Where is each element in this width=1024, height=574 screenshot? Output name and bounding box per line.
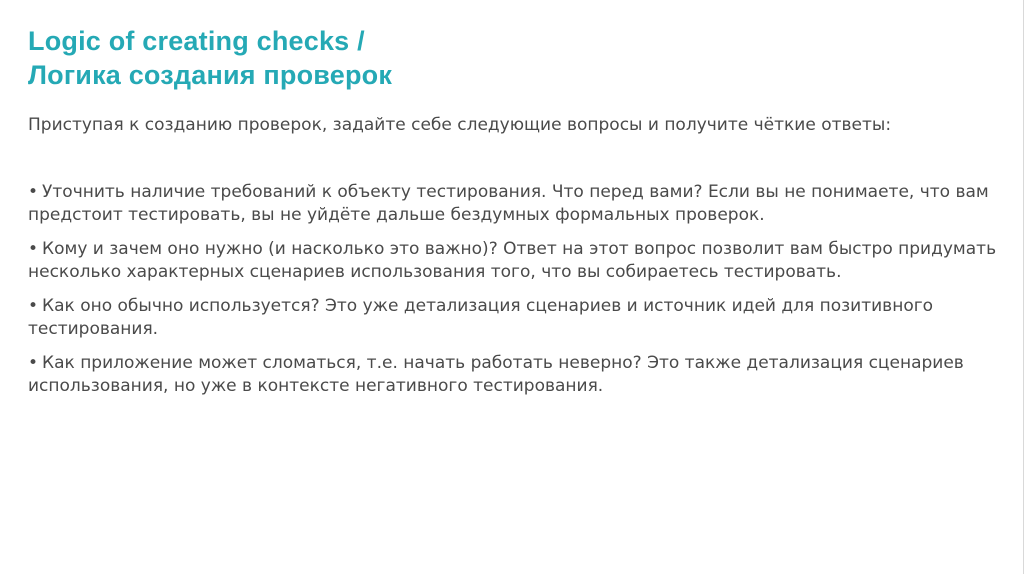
bullet-text: Кому и зачем оно нужно (и насколько это важно)? Ответ на этот вопрос позволит вам быстро придумать несколько характерных сценариев использования того, что вы собираетесь тестировать. bbox=[28, 239, 997, 282]
bullet-item bbox=[28, 352, 1018, 398]
slide-title bbox=[28, 24, 392, 92]
bullet-item bbox=[28, 295, 1018, 341]
title-line-russian: Логика создания проверок bbox=[28, 60, 393, 90]
bullet-icon: • bbox=[28, 239, 39, 259]
bullet-icon: • bbox=[28, 182, 39, 202]
slide-content bbox=[28, 113, 1018, 409]
bullet-item bbox=[28, 181, 1018, 227]
bullet-text: Как приложение может сломаться, т.е. начать работать неверно? Это также детализация сценариев использования, но уже в контексте негативного тестирования. bbox=[28, 353, 964, 396]
bullet-list bbox=[28, 181, 1018, 398]
bullet-text: Как оно обычно используется? Это уже детализация сценариев и источник идей для позитивного тестирования. bbox=[28, 296, 934, 339]
intro-paragraph: Приступая к созданию проверок, задайте себе следующие вопросы и получите чёткие ответы: bbox=[28, 115, 892, 135]
title-line-english: Logic of creating checks / bbox=[28, 26, 365, 56]
bullet-text: Уточнить наличие требований к объекту тестирования. Что перед вами? Если вы не понимаете, что вам предстоит тестировать, вы не уйдёте дальше бездумных формальных проверок. bbox=[28, 182, 989, 225]
bullet-item bbox=[28, 238, 1018, 284]
bullet-icon: • bbox=[28, 353, 39, 373]
bullet-icon: • bbox=[28, 296, 39, 316]
